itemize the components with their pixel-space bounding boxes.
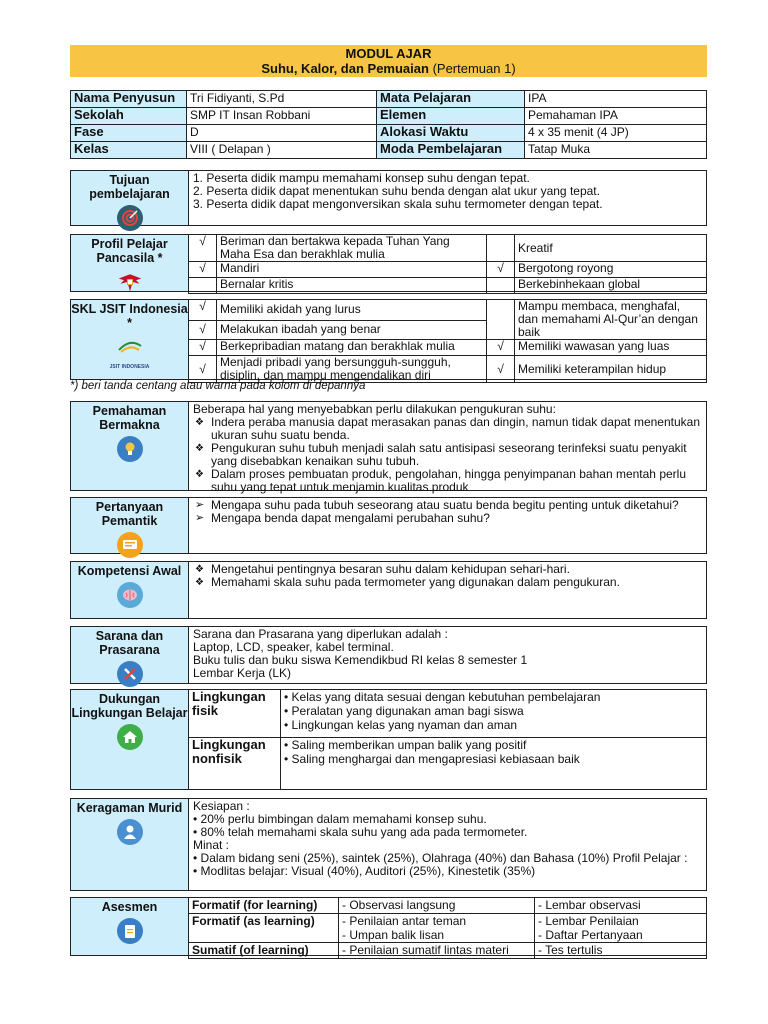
section-sarana: [70, 626, 707, 684]
footnote: *) beri tanda centang atau warna pada kolom di depannya: [70, 380, 366, 392]
section-label: Sarana dan Prasarana: [95, 629, 164, 657]
section-label: SKL JSIT Indonesia *: [71, 302, 188, 330]
list-item: ❖ Indera peraba manusia dapat merasakan panas dan dingin, namun tidak dapat menentukan ukuran suhu suatu benda.: [193, 416, 702, 442]
skl-item: Melakukan ibadah yang benar: [217, 320, 487, 340]
section-label: Profil Pelajar Pancasila *: [91, 237, 168, 265]
asesmen-row: [189, 914, 707, 943]
skl-row: [189, 340, 707, 356]
info-label: Elemen: [377, 108, 525, 125]
check-mark: [487, 278, 515, 294]
profil-item: Mandiri: [217, 262, 487, 278]
info-value: Pemahaman IPA: [525, 108, 707, 125]
section-skl: [70, 299, 707, 380]
info-value: D: [187, 125, 377, 142]
asesmen-tool: - Lembar observasi: [535, 898, 707, 914]
section-tujuan: [70, 170, 707, 226]
skl-item: Berkepribadian matang dan berakhlak mulia: [217, 340, 487, 356]
info-label: Fase: [71, 125, 187, 142]
skl-row: [189, 300, 707, 321]
asesmen-row: [189, 898, 707, 914]
info-label: Moda Pembelajaran: [377, 142, 525, 159]
section-label: Pemahaman Bermakna: [92, 404, 167, 432]
check-mark: √: [487, 262, 515, 278]
profil-row: [189, 262, 707, 278]
tools-icon: [117, 661, 143, 687]
keragaman-line: • 20% perlu bimbingan dalam memahami konsep suhu.: [193, 812, 487, 826]
kompetensi-list: [193, 563, 702, 589]
skl-table: [188, 299, 707, 383]
profil-item: Bergotong royong: [515, 262, 707, 278]
info-row: [71, 125, 707, 142]
section-profil: [70, 234, 707, 292]
info-label: Nama Penyusun: [71, 91, 187, 108]
asesmen-method: - Penilaian sumatif lintas materi: [339, 943, 535, 959]
dukungan-row: [189, 690, 707, 738]
brain-icon: [117, 582, 143, 608]
check-mark: [487, 235, 515, 262]
section-asesmen: [70, 897, 707, 956]
asesmen-method: - Penilaian antar teman: [342, 914, 467, 928]
keragaman-line: Kesiapan :: [193, 799, 250, 813]
pemahaman-intro: Beberapa hal yang menyebabkan perlu dilakukan pengukuran suhu:: [193, 402, 556, 416]
info-value: Tri Fidiyanti, S.Pd: [187, 91, 377, 108]
profil-item: Bernalar kritis: [217, 278, 487, 294]
objective-item: 2. Peserta didik dapat menentukan suhu benda dengan alat ukur yang tepat.: [193, 184, 600, 198]
info-row: [71, 142, 707, 159]
info-value: VIII ( Delapan ): [187, 142, 377, 159]
list-item: ❖ Pengukuran suhu tubuh menjadi salah satu antisipasi seseorang terinfeksi suatu penyakit yang disebabkan kenaikan suhu tubuh.: [193, 442, 702, 468]
skl-row: [189, 356, 707, 383]
keragaman-line: • Modlitas belajar: Visual (40%), Auditori (25%), Kinestetik (35%): [193, 864, 536, 878]
profil-row: [189, 235, 707, 262]
list-item: • Saling menghargai dan mengapresiasi kebiasaan baik: [284, 752, 580, 766]
pertanyaan-list: [193, 499, 702, 525]
skl-item: Memiliki akidah yang lurus: [217, 300, 487, 321]
asesmen-type: Formatif (as learning): [189, 914, 339, 943]
section-dukungan: [70, 689, 707, 790]
jsit-logo-icon: [117, 340, 143, 354]
meeting-label: (Pertemuan 1): [432, 61, 516, 76]
lightbulb-icon: [117, 436, 143, 462]
check-mark: √: [189, 300, 217, 321]
check-mark: [487, 300, 515, 340]
list-item: ❖ Memahami skala suhu pada termometer yang digunakan dalam pengukuran.: [193, 576, 702, 589]
list-item: ❖ Dalam proses pembuatan produk, pengolahan, hingga penyimpanan bahan mentah perlu suhu yang tepat untuk menjamin kualitas produk: [193, 468, 702, 494]
profil-row: [189, 278, 707, 294]
module-subtitle: Suhu, Kalor, dan Pemuaian: [261, 61, 429, 76]
module-title: MODUL AJAR: [345, 46, 432, 61]
dukungan-row: [189, 738, 707, 790]
info-table: [70, 90, 707, 159]
info-row: [71, 91, 707, 108]
clipboard-icon: [117, 918, 143, 944]
info-label: Mata Pelajaran: [377, 91, 525, 108]
info-value: SMP IT Insan Robbani: [187, 108, 377, 125]
objective-item: 3. Peserta didik dapat mengonversikan skala suhu termometer dengan tepat.: [193, 197, 603, 211]
info-label: Alokasi Waktu: [377, 125, 525, 142]
sarana-line: Buku tulis dan buku siswa Kemendikbud RI kelas 8 semester 1: [193, 653, 528, 667]
asesmen-tool: - Tes tertulis: [535, 943, 707, 959]
asesmen-method: - Observasi langsung: [339, 898, 535, 914]
dukungan-label: Lingkungan fisik: [189, 690, 281, 738]
skl-item: Memiliki keterampilan hidup: [515, 356, 707, 383]
target-icon: [117, 205, 143, 231]
asesmen-method: - Umpan balik lisan: [342, 928, 445, 942]
section-keragaman: [70, 798, 707, 891]
info-value: Tatap Muka: [525, 142, 707, 159]
info-row: [71, 108, 707, 125]
list-item: • Lingkungan kelas yang nyaman dan aman: [284, 718, 518, 732]
profil-item: Berkebinhekaan global: [515, 278, 707, 294]
profil-table: [188, 234, 707, 294]
check-mark: √: [189, 320, 217, 340]
keragaman-line: Minat :: [193, 838, 230, 852]
asesmen-table: [188, 897, 707, 959]
person-icon: [117, 819, 143, 845]
section-label: Tujuan pembelajaran: [89, 173, 170, 201]
asesmen-tool: - Daftar Pertanyaan: [538, 928, 643, 942]
list-item: ❖ Mengetahui pentingnya besaran suhu dalam kehidupan sehari-hari.: [193, 563, 702, 576]
section-label: Dukungan Lingkungan Belajar: [71, 692, 188, 720]
check-mark: √: [487, 340, 515, 356]
dukungan-label: Lingkungan nonfisik: [189, 738, 281, 790]
profil-item: Kreatif: [515, 235, 707, 262]
asesmen-type: Formatif (for learning): [189, 898, 339, 914]
list-item: ➢ Mengapa suhu pada tubuh seseorang atau suatu benda begitu penting untuk diketahui?: [193, 499, 702, 512]
section-kompetensi: [70, 561, 707, 619]
objective-item: 1. Peserta didik mampu memahami konsep suhu dengan tepat.: [193, 171, 530, 185]
asesmen-type: Sumatif (of learning): [189, 943, 339, 959]
section-pemahaman: [70, 401, 707, 494]
check-mark: √: [189, 235, 217, 262]
asesmen-tool: - Lembar Penilaian: [538, 914, 639, 928]
asesmen-row: [189, 943, 707, 959]
sarana-line: Laptop, LCD, speaker, kabel terminal.: [193, 640, 394, 654]
check-mark: √: [487, 356, 515, 383]
dukungan-table: [188, 689, 707, 790]
info-label: Kelas: [71, 142, 187, 159]
skl-item: Menjadi pribadi yang bersungguh-sungguh, disiplin, dan mampu mengendalikan diri: [217, 356, 487, 383]
keragaman-line: • 80% telah memahami skala suhu yang ada pada termometer.: [193, 825, 528, 839]
skl-item: Mampu membaca, menghafal, dan memahami Al-Qur’an dengan baik: [515, 300, 707, 340]
list-item: • Saling memberikan umpan balik yang positif: [284, 738, 527, 752]
section-label: Pertanyaan Pemantik: [95, 500, 164, 528]
profil-item: Beriman dan bertakwa kepada Tuhan Yang Maha Esa dan berakhlak mulia: [217, 235, 487, 262]
sarana-line: Sarana dan Prasarana yang diperlukan adalah :: [193, 627, 448, 641]
info-value: 4 x 35 menit (4 JP): [525, 125, 707, 142]
section-pertanyaan: [70, 497, 707, 554]
check-mark: √: [189, 356, 217, 383]
list-item: • Kelas yang ditata sesuai dengan kebutuhan pembelajaran: [284, 690, 601, 704]
pemahaman-list: [193, 416, 702, 494]
jsit-logo: [71, 340, 188, 374]
section-label: Keragaman Murid: [76, 801, 183, 815]
info-label: Sekolah: [71, 108, 187, 125]
section-label: Asesmen: [101, 900, 158, 914]
jsit-logo-text: JSIT INDONESIA: [109, 364, 150, 370]
home-icon: [117, 724, 143, 750]
chat-icon: [117, 532, 143, 558]
list-item: • Peralatan yang digunakan aman bagi siswa: [284, 704, 524, 718]
keragaman-line: • Dalam bidang seni (25%), saintek (25%), Olahraga (40%) dan Bahasa (10%) Profil Pelajar :: [193, 851, 688, 865]
garuda-icon: [117, 269, 143, 295]
list-item: ➢ Mengapa benda dapat mengalami perubahan suhu?: [193, 512, 702, 525]
module-header: [70, 45, 707, 77]
check-mark: [189, 278, 217, 294]
section-label: Kompetensi Awal: [77, 564, 182, 578]
check-mark: √: [189, 340, 217, 356]
skl-item: Memiliki wawasan yang luas: [515, 340, 707, 356]
sarana-line: Lembar Kerja (LK): [193, 666, 292, 680]
check-mark: √: [189, 262, 217, 278]
info-value: IPA: [525, 91, 707, 108]
